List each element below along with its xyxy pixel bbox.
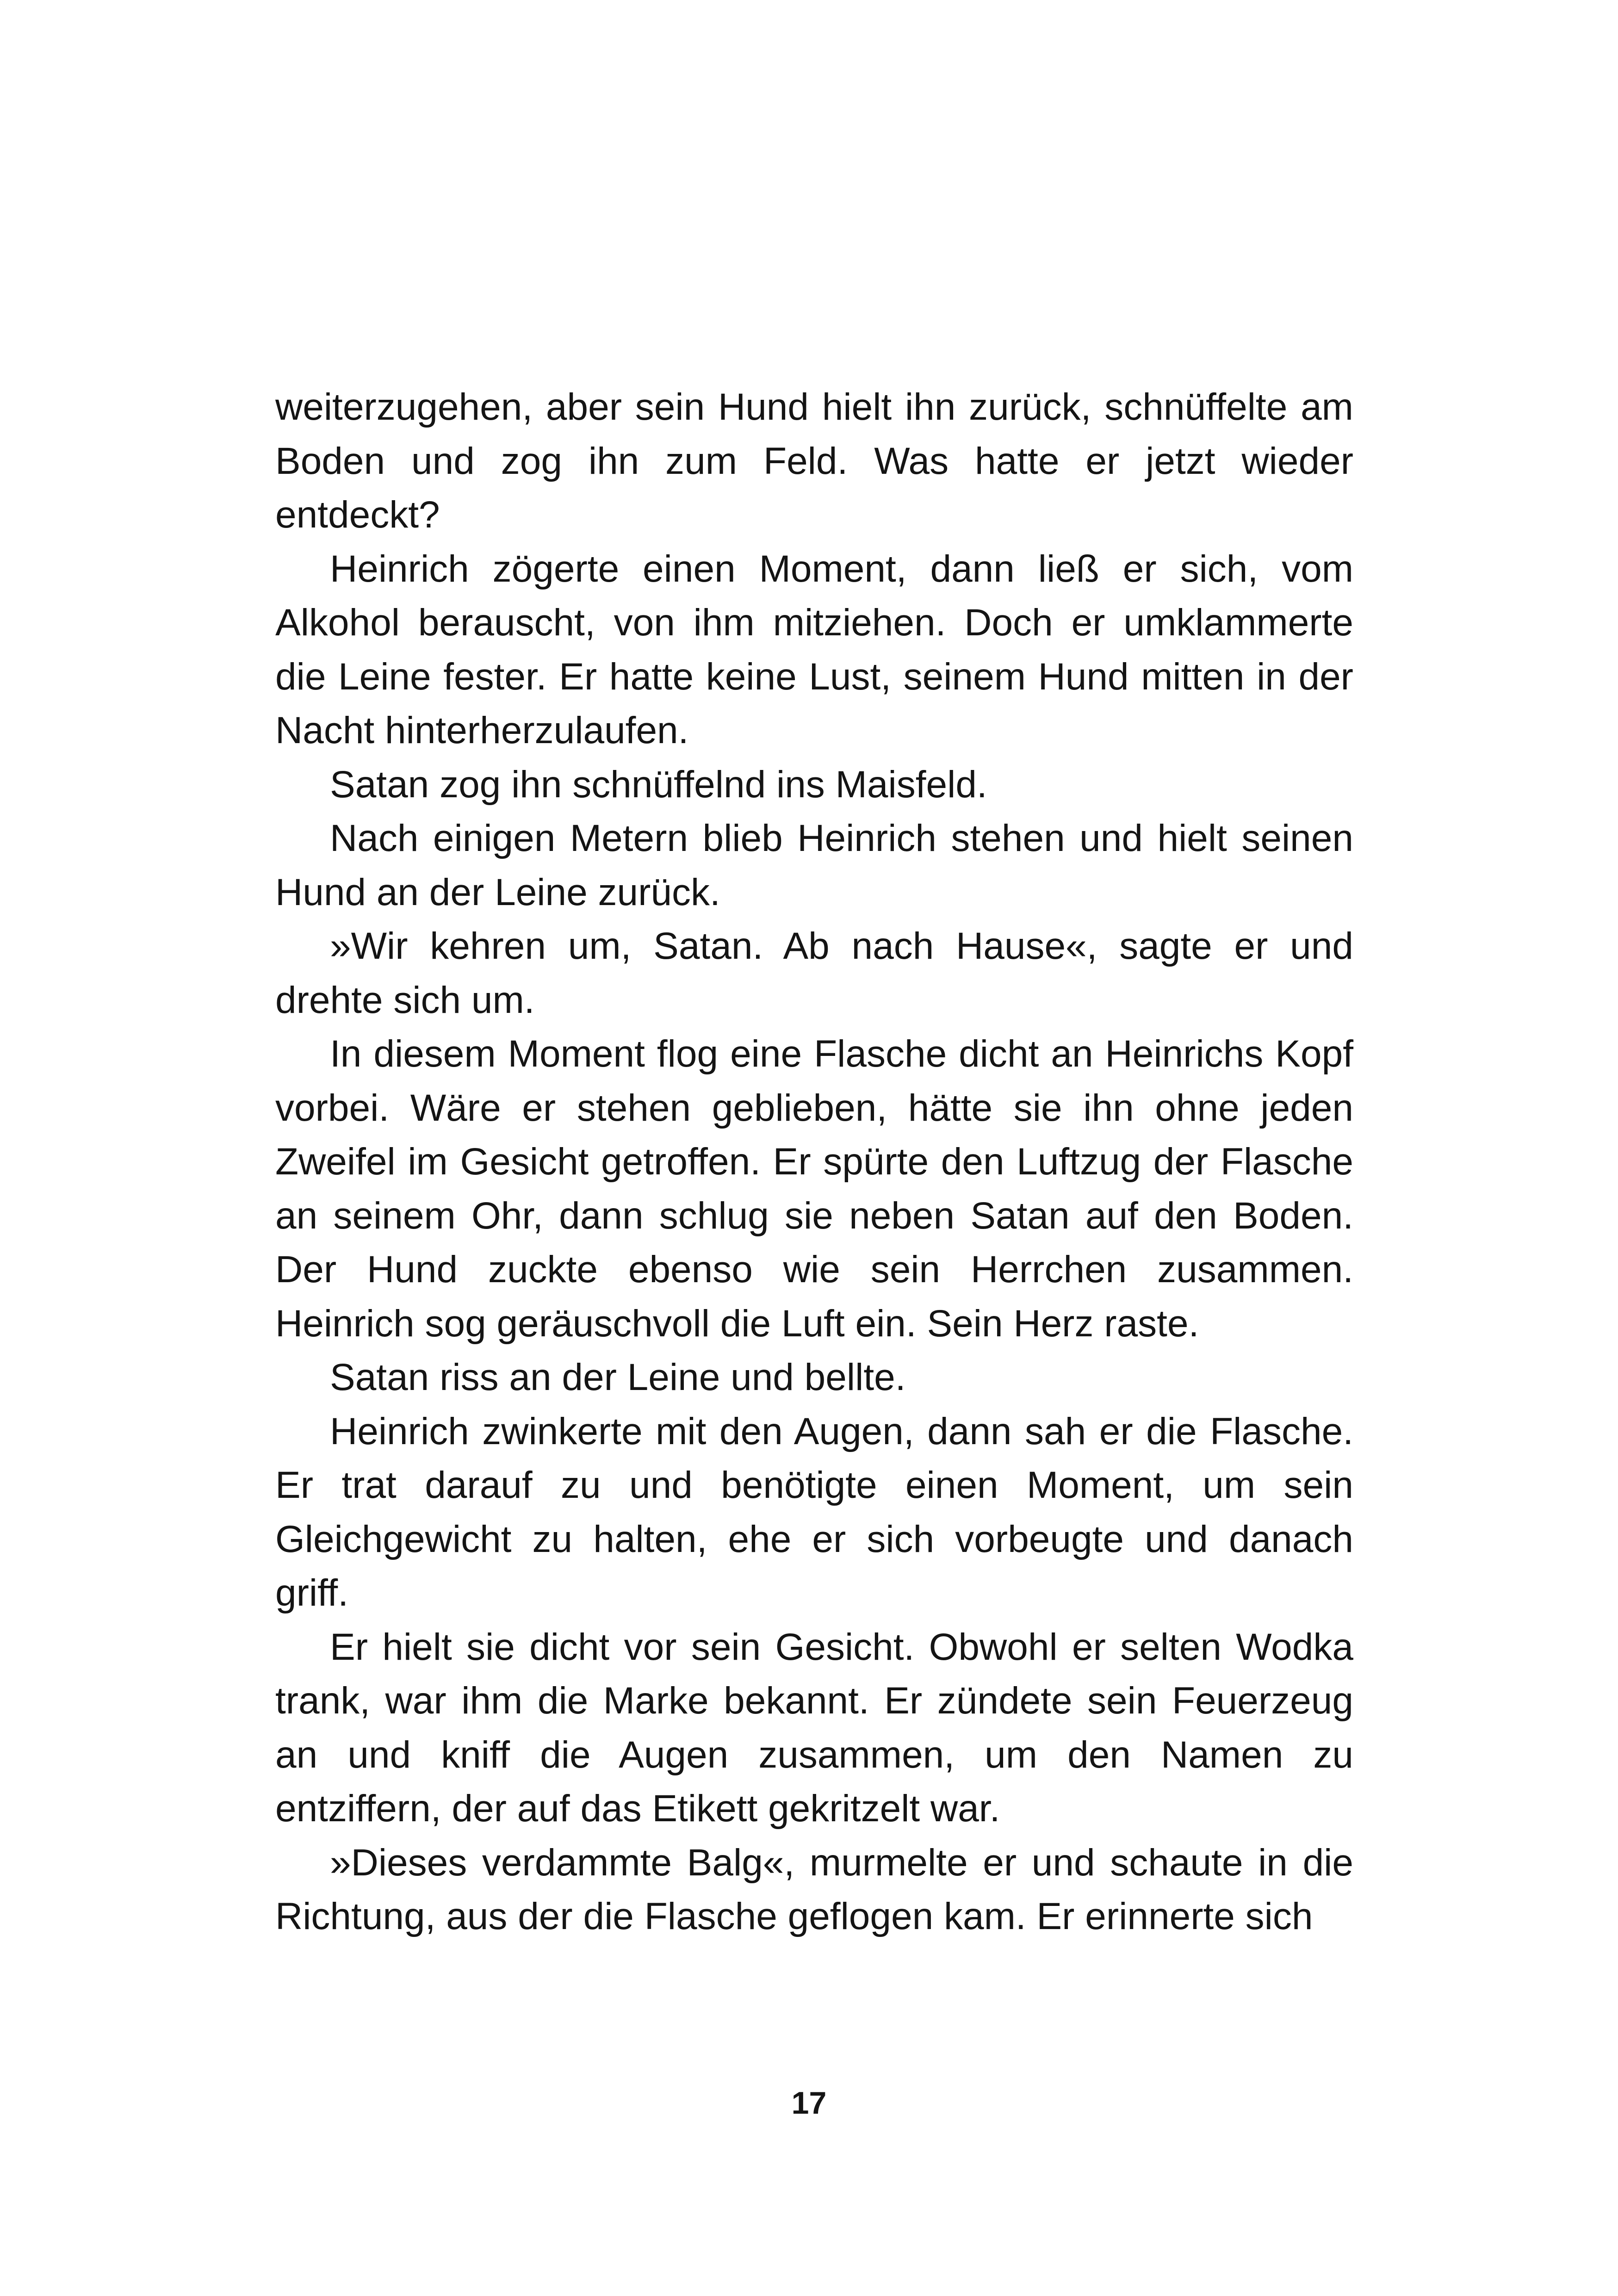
paragraph-6: In diesem Moment flog eine Flasche dicht an Heinrichs Kopf vorbei. Wäre er stehen geblieben, hätte sie ihn ohne jeden Zweifel im Gesicht getroffen. Er spürte den Luftzug der Flasche an seinem Ohr, dann schlug sie neben Satan auf den Boden. Der Hund zuckte ebenso wie sein Herrchen zusammen. Heinrich sog geräuschvoll die Luft ein. Sein Herz raste. [275,1033,1353,1345]
body-text [275,380,1353,1944]
page-number: 17 [791,2085,827,2121]
paragraph-3: Satan zog ihn schnüffelnd ins Maisfeld. [330,763,987,806]
paragraph-2: Heinrich zögerte einen Moment, dann ließ er sich, vom Alkohol berauscht, von ihm mitziehen. Doch er umklammerte die Leine fester. Er hatte keine Lust, seinem Hund mitten in der Nacht hinterherzulaufen. [275,547,1353,751]
paragraph-4: Nach einigen Metern blieb Heinrich stehen und hielt seinen Hund an der Leine zurück. [275,817,1353,913]
paragraph-1: weiterzugehen, aber sein Hund hielt ihn zurück, schnüffelte am Boden und zog ihn zum Feld. Was hatte er jetzt wieder entdeckt? [275,386,1353,536]
paragraph-10: »Dieses verdammte Balg«, murmelte er und schaute in die Richtung, aus der die Flasche geflogen kam. Er erinnerte sich [275,1841,1353,1937]
paragraph-9: Er hielt sie dicht vor sein Gesicht. Obwohl er selten Wodka trank, war ihm die Marke bekannt. Er zündete sein Feuerzeug an und kniff die Augen zusammen, um den Namen zu entziffern, der auf das Etikett gekritzelt war. [275,1626,1353,1830]
paragraph-5: »Wir kehren um, Satan. Ab nach Hause«, sagte er und drehte sich um. [275,925,1353,1021]
paragraph-8: Heinrich zwinkerte mit den Augen, dann sah er die Flasche. Er trat darauf zu und benötigte einen Moment, um sein Gleichgewicht zu halten, ehe er sich vorbeugte und danach griff. [275,1410,1353,1614]
paragraph-7: Satan riss an der Leine und bellte. [330,1356,906,1398]
